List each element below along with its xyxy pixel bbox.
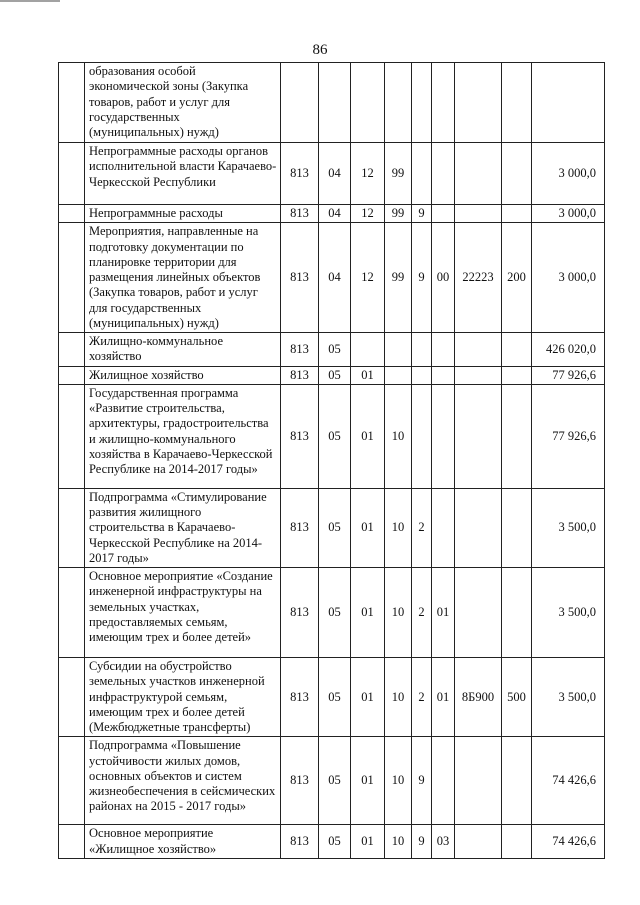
cell-activity: 00 bbox=[432, 223, 455, 333]
cell-direction bbox=[455, 384, 502, 488]
cell-subsection bbox=[351, 63, 385, 143]
cell-program: 10 bbox=[385, 825, 412, 859]
cell-direction bbox=[455, 737, 502, 825]
cell-expense-type bbox=[502, 333, 532, 367]
table-row bbox=[59, 737, 605, 825]
cell-program: 99 bbox=[385, 205, 412, 223]
budget-table bbox=[58, 62, 605, 859]
table-row bbox=[59, 205, 605, 223]
cell-activity bbox=[432, 205, 455, 223]
cell-amount: 74 426,6 bbox=[532, 737, 605, 825]
cell-amount: 77 926,6 bbox=[532, 384, 605, 488]
cell-expense-type bbox=[502, 825, 532, 859]
cell-section: 04 bbox=[319, 143, 351, 205]
cell-admin-code: 813 bbox=[281, 488, 319, 567]
cell-activity bbox=[432, 488, 455, 567]
cell-section: 05 bbox=[319, 488, 351, 567]
cell-section: 04 bbox=[319, 205, 351, 223]
cell-section: 05 bbox=[319, 568, 351, 658]
cell-expense-type: 500 bbox=[502, 658, 532, 737]
cell-admin-code: 813 bbox=[281, 223, 319, 333]
cell-subprogram bbox=[412, 63, 432, 143]
cell-admin-code: 813 bbox=[281, 333, 319, 367]
table-row bbox=[59, 658, 605, 737]
cell-admin-code: 813 bbox=[281, 825, 319, 859]
cell-description: Мероприятия, направленные на подготовку документации по планировке территории для размещения линейных объектов (Закупка товаров, работ и услуг для государственных (муниципальных) нужд) bbox=[85, 223, 281, 333]
cell-admin-code: 813 bbox=[281, 568, 319, 658]
cell-blank bbox=[59, 223, 85, 333]
cell-subprogram bbox=[412, 333, 432, 367]
cell-subprogram bbox=[412, 143, 432, 205]
cell-blank bbox=[59, 658, 85, 737]
cell-activity bbox=[432, 63, 455, 143]
cell-description: Основное мероприятие «Создание инженерной инфраструктуры на земельных участках, предоставляемых семьям, имеющим трех и более детей» bbox=[85, 568, 281, 658]
cell-amount: 3 000,0 bbox=[532, 143, 605, 205]
cell-amount: 3 000,0 bbox=[532, 223, 605, 333]
cell-program: 99 bbox=[385, 143, 412, 205]
cell-amount: 3 500,0 bbox=[532, 488, 605, 567]
cell-description: Подпрограмма «Стимулирование развития жилищного строительства в Карачаево-Черкесской Республике на 2014-2017 годы» bbox=[85, 488, 281, 567]
cell-activity bbox=[432, 384, 455, 488]
cell-section: 05 bbox=[319, 333, 351, 367]
cell-activity bbox=[432, 366, 455, 384]
cell-subprogram: 2 bbox=[412, 658, 432, 737]
table-row bbox=[59, 223, 605, 333]
table-row bbox=[59, 143, 605, 205]
cell-direction bbox=[455, 205, 502, 223]
cell-activity bbox=[432, 143, 455, 205]
scan-edge-mark bbox=[0, 0, 60, 6]
cell-description: Основное мероприятие «Жилищное хозяйство» bbox=[85, 825, 281, 859]
page-number: 86 bbox=[312, 42, 328, 58]
cell-direction bbox=[455, 333, 502, 367]
cell-description: Непрограммные расходы bbox=[85, 205, 281, 223]
cell-activity: 03 bbox=[432, 825, 455, 859]
cell-activity: 01 bbox=[432, 568, 455, 658]
cell-amount: 77 926,6 bbox=[532, 366, 605, 384]
cell-expense-type bbox=[502, 384, 532, 488]
cell-program: 10 bbox=[385, 384, 412, 488]
cell-admin-code: 813 bbox=[281, 205, 319, 223]
cell-admin-code: 813 bbox=[281, 366, 319, 384]
cell-subsection: 01 bbox=[351, 658, 385, 737]
cell-blank bbox=[59, 63, 85, 143]
cell-subsection bbox=[351, 333, 385, 367]
cell-activity bbox=[432, 333, 455, 367]
cell-description: Непрограммные расходы органов исполнительной власти Карачаево-Черкесской Республики bbox=[85, 143, 281, 205]
table-row bbox=[59, 333, 605, 367]
cell-section: 05 bbox=[319, 384, 351, 488]
cell-section: 05 bbox=[319, 658, 351, 737]
cell-amount: 3 500,0 bbox=[532, 658, 605, 737]
cell-section: 05 bbox=[319, 366, 351, 384]
cell-blank bbox=[59, 825, 85, 859]
cell-expense-type bbox=[502, 143, 532, 205]
cell-expense-type: 200 bbox=[502, 223, 532, 333]
cell-subsection: 12 bbox=[351, 205, 385, 223]
cell-expense-type bbox=[502, 488, 532, 567]
cell-admin-code bbox=[281, 63, 319, 143]
cell-subprogram bbox=[412, 384, 432, 488]
cell-section bbox=[319, 63, 351, 143]
cell-blank bbox=[59, 366, 85, 384]
cell-direction bbox=[455, 143, 502, 205]
cell-subsection: 12 bbox=[351, 223, 385, 333]
cell-direction bbox=[455, 366, 502, 384]
cell-blank bbox=[59, 568, 85, 658]
table-row bbox=[59, 488, 605, 567]
cell-blank bbox=[59, 143, 85, 205]
cell-description: образования особой экономической зоны (Закупка товаров, работ и услуг для государственных (муниципальных) нужд) bbox=[85, 63, 281, 143]
cell-subsection: 01 bbox=[351, 568, 385, 658]
cell-section: 04 bbox=[319, 223, 351, 333]
cell-description: Жилищно-коммунальное хозяйство bbox=[85, 333, 281, 367]
cell-blank bbox=[59, 333, 85, 367]
cell-subprogram: 9 bbox=[412, 205, 432, 223]
cell-program: 10 bbox=[385, 737, 412, 825]
cell-activity: 01 bbox=[432, 658, 455, 737]
cell-subsection: 01 bbox=[351, 384, 385, 488]
cell-amount: 3 500,0 bbox=[532, 568, 605, 658]
table-row bbox=[59, 63, 605, 143]
table-row bbox=[59, 825, 605, 859]
cell-direction bbox=[455, 488, 502, 567]
cell-subsection: 01 bbox=[351, 737, 385, 825]
cell-blank bbox=[59, 488, 85, 567]
cell-expense-type bbox=[502, 366, 532, 384]
cell-program: 10 bbox=[385, 658, 412, 737]
cell-blank bbox=[59, 205, 85, 223]
cell-subprogram bbox=[412, 366, 432, 384]
cell-description: Государственная программа «Развитие строительства, архитектуры, градостроительства и жилищно-коммунального хозяйства в Карачаево-Черкесской Республике на 2014-2017 годы» bbox=[85, 384, 281, 488]
cell-subprogram: 9 bbox=[412, 825, 432, 859]
cell-section: 05 bbox=[319, 825, 351, 859]
cell-description: Подпрограмма «Повышение устойчивости жилых домов, основных объектов и систем жизнеобеспечения в сейсмических районах на 2015 - 2017 годы» bbox=[85, 737, 281, 825]
cell-description: Жилищное хозяйство bbox=[85, 366, 281, 384]
cell-blank bbox=[59, 384, 85, 488]
table-row bbox=[59, 568, 605, 658]
cell-expense-type bbox=[502, 205, 532, 223]
cell-description: Субсидии на обустройство земельных участков инженерной инфраструктурой семьям, имеющим трех и более детей (Межбюджетные трансферты) bbox=[85, 658, 281, 737]
cell-amount: 74 426,6 bbox=[532, 825, 605, 859]
cell-program bbox=[385, 366, 412, 384]
cell-admin-code: 813 bbox=[281, 737, 319, 825]
table-body bbox=[59, 63, 605, 859]
cell-program: 10 bbox=[385, 488, 412, 567]
cell-subsection: 12 bbox=[351, 143, 385, 205]
cell-activity bbox=[432, 737, 455, 825]
cell-program bbox=[385, 63, 412, 143]
cell-subsection: 01 bbox=[351, 825, 385, 859]
table-row bbox=[59, 366, 605, 384]
cell-admin-code: 813 bbox=[281, 658, 319, 737]
cell-expense-type bbox=[502, 737, 532, 825]
cell-expense-type bbox=[502, 63, 532, 143]
cell-blank bbox=[59, 737, 85, 825]
cell-subprogram: 2 bbox=[412, 568, 432, 658]
cell-direction bbox=[455, 825, 502, 859]
cell-admin-code: 813 bbox=[281, 384, 319, 488]
cell-amount: 3 000,0 bbox=[532, 205, 605, 223]
cell-subprogram: 9 bbox=[412, 737, 432, 825]
cell-program bbox=[385, 333, 412, 367]
table-row bbox=[59, 384, 605, 488]
cell-expense-type bbox=[502, 568, 532, 658]
cell-admin-code: 813 bbox=[281, 143, 319, 205]
cell-amount bbox=[532, 63, 605, 143]
cell-subprogram: 2 bbox=[412, 488, 432, 567]
cell-section: 05 bbox=[319, 737, 351, 825]
cell-direction bbox=[455, 63, 502, 143]
cell-program: 99 bbox=[385, 223, 412, 333]
cell-subprogram: 9 bbox=[412, 223, 432, 333]
cell-subsection: 01 bbox=[351, 366, 385, 384]
cell-direction bbox=[455, 568, 502, 658]
cell-direction: 8Б900 bbox=[455, 658, 502, 737]
cell-subsection: 01 bbox=[351, 488, 385, 567]
cell-direction: 22223 bbox=[455, 223, 502, 333]
cell-amount: 426 020,0 bbox=[532, 333, 605, 367]
cell-program: 10 bbox=[385, 568, 412, 658]
